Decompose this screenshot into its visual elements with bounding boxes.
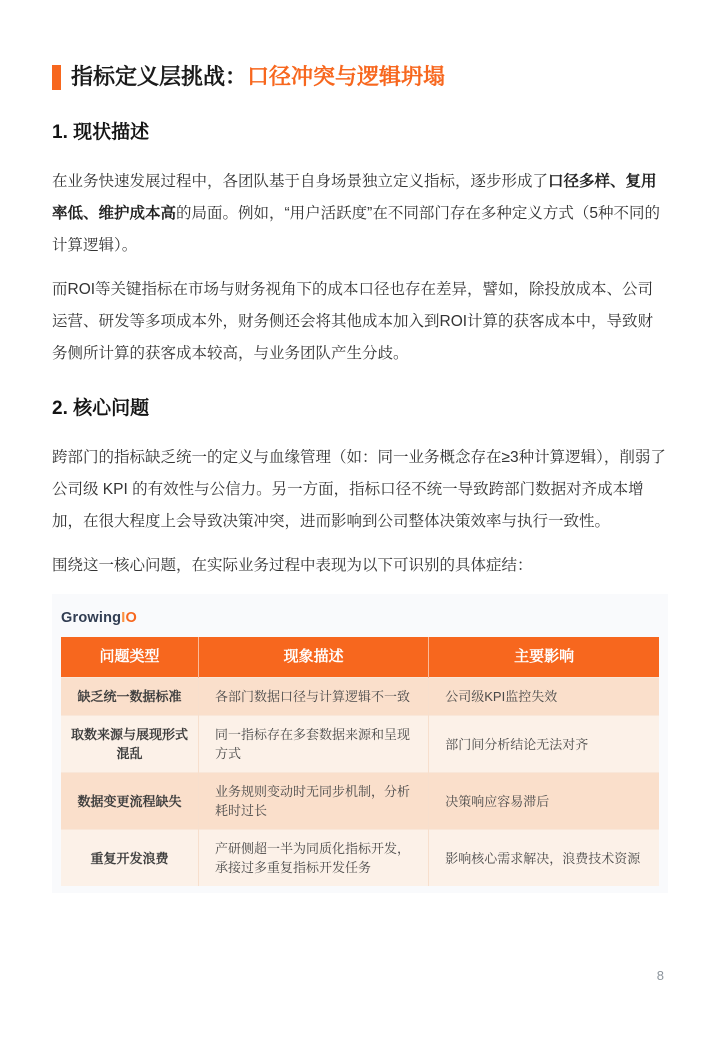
table-row — [61, 678, 659, 716]
table-body — [61, 678, 659, 887]
paragraph-status-2 — [52, 274, 668, 370]
paragraph-core-1 — [52, 442, 668, 538]
table-row — [61, 716, 659, 773]
text-segment: 的局面。例如，“用户活跃度”在不同部门存在多种定义方式（5种不同的计算逻辑）。 — [52, 205, 660, 254]
logo-text-i: I — [121, 610, 126, 626]
problem-type-cell: 缺乏统一数据标准 — [61, 678, 199, 716]
text-segment: 围绕这一核心问题，在实际业务过程中表现为以下可识别的具体症结： — [52, 557, 533, 574]
section-1-heading: 1. 现状描述 — [52, 122, 150, 143]
impact-cell: 决策响应容易滞后 — [429, 773, 659, 830]
header-problem-type: 问题类型 — [61, 637, 199, 678]
bold-text-segment: 口径多样、复用率低、维护成本高 — [52, 173, 657, 222]
impact-cell: 影响核心需求解决，浪费技术资源 — [429, 830, 659, 887]
symptoms-table — [61, 637, 659, 886]
text-segment: 跨部门的指标缺乏统一的定义与血缘管理（如：同一业务概念存在≥3种计算逻辑），削弱了公司级 KPI 的有效性与公信力。另一方面，指标口径不统一导致跨部门数据对齐成本增加，在很大程度上会导致决策冲突，进而影响到公司整体决策效率与执行一致性。 — [52, 449, 666, 530]
impact-cell: 公司级KPI监控失效 — [429, 678, 659, 716]
page-title — [71, 64, 445, 90]
page-title-black: 指标定义层挑战： — [71, 64, 248, 89]
table-row — [61, 773, 659, 830]
symptoms-table-card — [52, 594, 668, 893]
table-header-row — [61, 637, 659, 678]
phenomenon-cell: 各部门数据口径与计算逻辑不一致 — [199, 678, 429, 716]
logo-text-o: O — [125, 610, 137, 626]
phenomenon-cell: 产研侧超一半为同质化指标开发，承接过多重复指标开发任务 — [199, 830, 429, 887]
text-segment: 在业务快速发展过程中，各团队基于自身场景独立定义指标，逐步形成了 — [52, 173, 549, 190]
table-row — [61, 830, 659, 887]
section-2-heading: 2. 核心问题 — [52, 398, 150, 419]
title-accent-bar — [52, 65, 61, 90]
phenomenon-cell: 业务规则变动时无同步机制，分析耗时过长 — [199, 773, 429, 830]
page-title-block — [52, 64, 668, 90]
problem-type-cell: 重复开发浪费 — [61, 830, 199, 887]
header-impact: 主要影响 — [429, 637, 659, 678]
text-segment: 而ROI等关键指标在市场与财务视角下的成本口径也存在差异，譬如，除投放成本、公司运营、研发等多项成本外，财务侧还会将其他成本加入到ROI计算的获客成本中，导致财务侧所计算的获客成本较高，与业务团队产生分歧。 — [52, 281, 654, 362]
paragraph-core-2 — [52, 550, 668, 582]
paragraph-status-1 — [52, 166, 668, 262]
page-number: 8 — [656, 968, 664, 983]
impact-cell: 部门间分析结论无法对齐 — [429, 716, 659, 773]
header-phenomenon: 现象描述 — [199, 637, 429, 678]
growingio-logo — [61, 609, 659, 627]
logo-text-growing: Growing — [61, 610, 122, 626]
problem-type-cell: 取数来源与展现形式混乱 — [61, 716, 199, 773]
problem-type-cell: 数据变更流程缺失 — [61, 773, 199, 830]
page-title-orange: 口径冲突与逻辑坍塌 — [247, 64, 446, 89]
phenomenon-cell: 同一指标存在多套数据来源和呈现方式 — [199, 716, 429, 773]
